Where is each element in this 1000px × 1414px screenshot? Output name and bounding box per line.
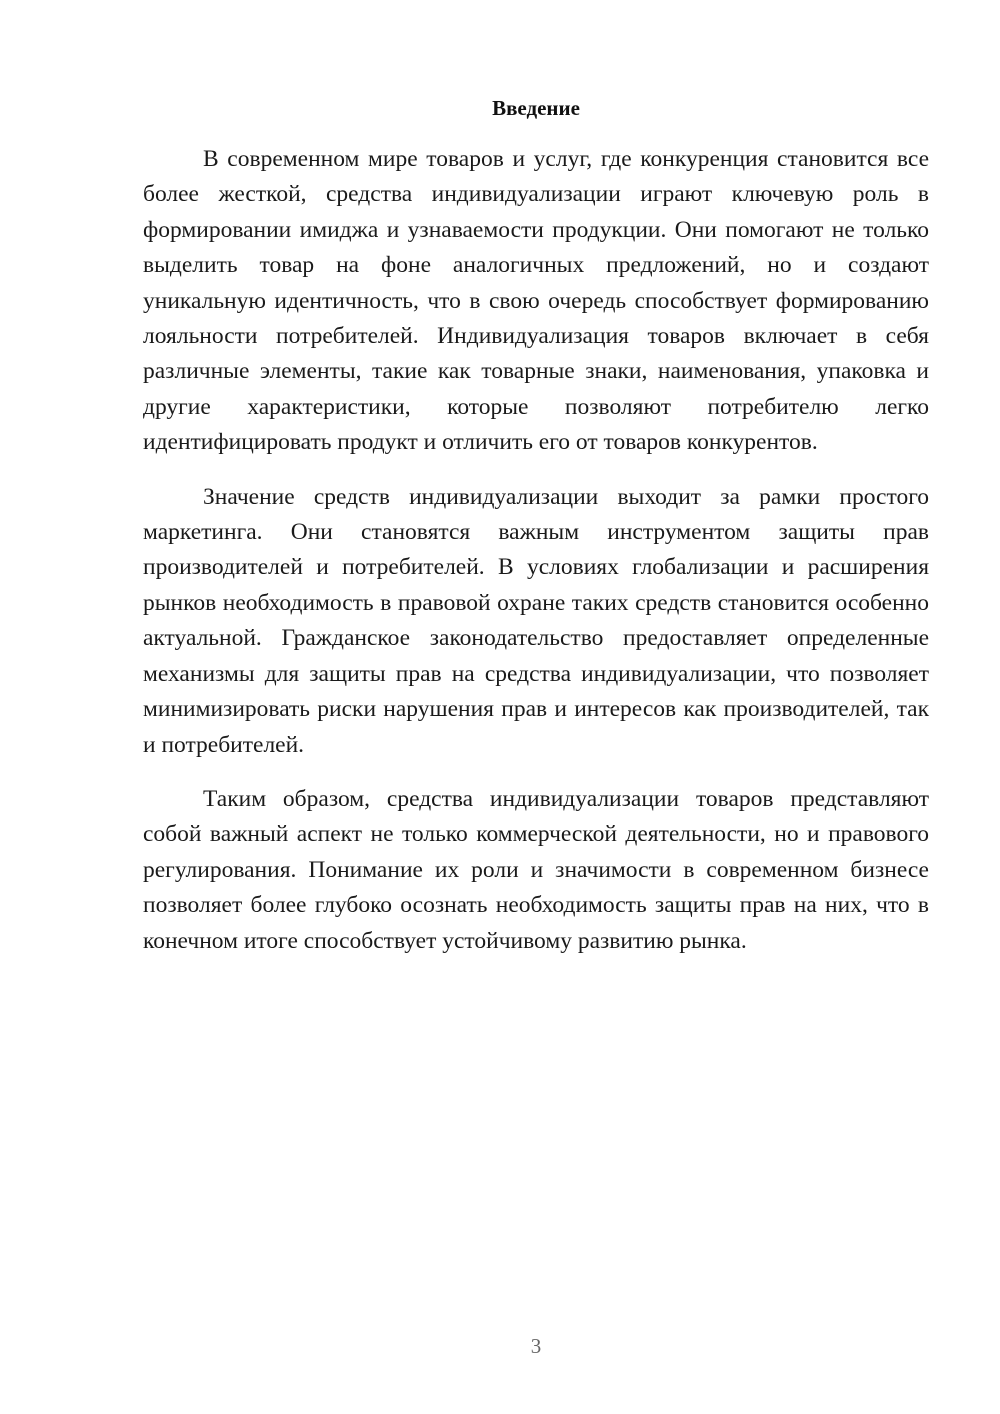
- paragraph: Значение средств индивидуализации выходит за рамки простого маркетинга. Они становятся важным инструментом защиты прав производителей и потребителей. В условиях глобализации и расширения рынков необходимость в правовой охране таких средств становится особенно актуальной. Гражданское законодательство предоставляет определенные механизмы для защиты прав на средства индивидуализации, что позволяет минимизировать риски нарушения прав и интересов как производителей, так и потребителей.: [143, 483, 929, 758]
- paragraph: В современном мире товаров и услуг, где конкуренция становится все более жесткой, средства индивидуализации играют ключевую роль в формировании имиджа и узнаваемости продукции. Они помогают не только выделить товар на фоне аналогичных предложений, но и создают уникальную идентичность, что в свою очередь способствует формированию лояльности потребителей. Индивидуализация товаров включает в себя различные элементы, такие как товарные знаки, наименования, упаковка и другие характеристики, которые позволяют потребителю легко идентифицировать продукт и отличить его от товаров конкурентов.: [143, 146, 929, 456]
- document-body: [143, 142, 929, 978]
- page-title: Введение: [492, 96, 580, 120]
- paragraph: Таким образом, средства индивидуализации товаров представляют собой важный аспект не только коммерческой деятельности, но и правового регулирования. Понимание их роли и значимости в современном бизнесе позволяет более глубоко осознать необходимость защиты прав на них, что в конечном итоге способствует устойчивому развитию рынка.: [143, 785, 929, 954]
- page-number: 3: [530, 1334, 542, 1358]
